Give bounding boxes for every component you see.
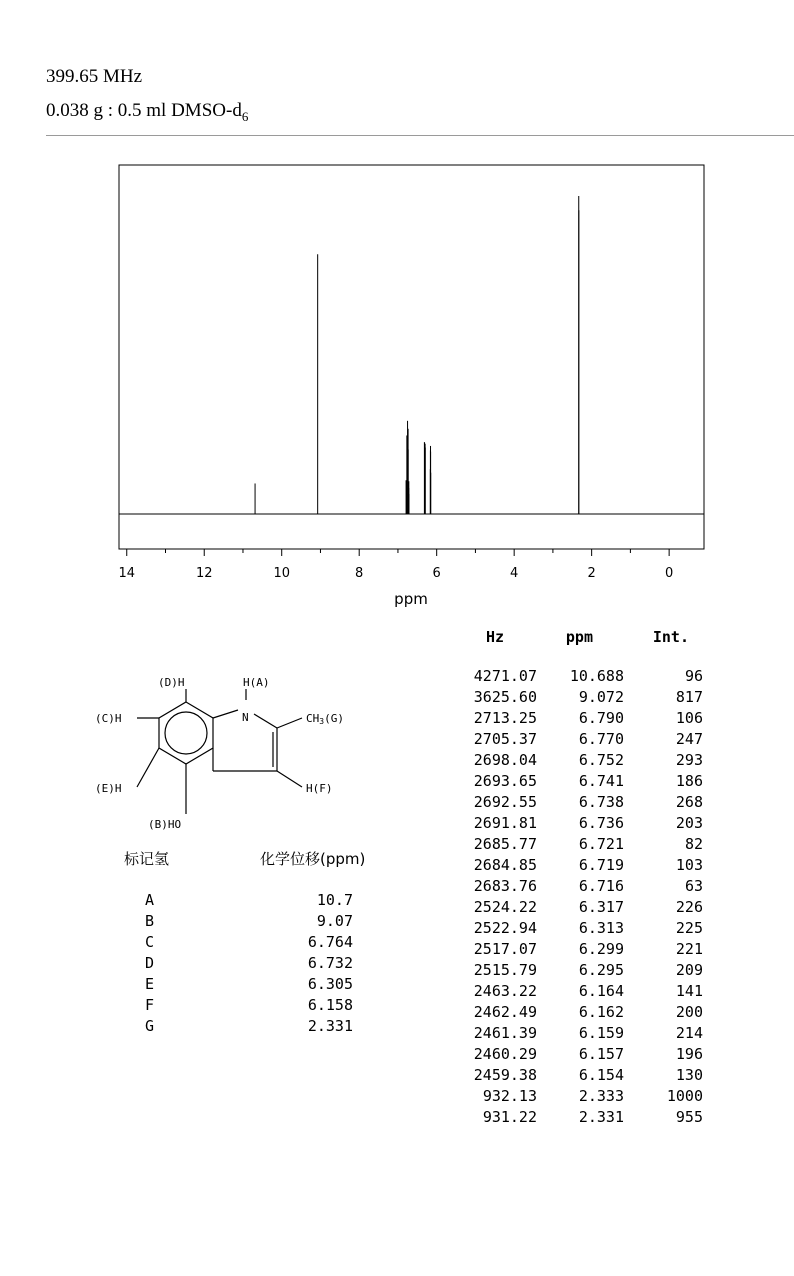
- cell-int: 268: [675, 793, 703, 811]
- cell-hz: 2692.55: [473, 793, 537, 811]
- cell-hz: 2683.76: [473, 877, 537, 895]
- header-int: Int.: [652, 628, 689, 646]
- table-row: [440, 666, 703, 687]
- x-axis-ticks: [118, 549, 673, 581]
- cell-int: 955: [675, 1108, 703, 1126]
- cell-ppm: 6.736: [578, 814, 624, 832]
- assignment-label: E: [145, 975, 155, 993]
- cell-ppm: 6.157: [578, 1045, 624, 1063]
- cell-ppm: 6.719: [578, 856, 624, 874]
- cell-int: 817: [675, 688, 703, 706]
- header-ppm: ppm: [565, 628, 593, 646]
- x-tick-label: 10: [273, 566, 290, 581]
- assignment-row: [145, 1016, 353, 1037]
- cell-ppm: 9.072: [578, 688, 624, 706]
- label-ch3-sub: 3: [319, 717, 325, 726]
- cell-hz: 2684.85: [473, 856, 537, 874]
- cell-ppm: 6.313: [578, 919, 624, 937]
- cell-hz: 2462.49: [473, 1003, 537, 1021]
- cell-ppm: 6.721: [578, 835, 624, 853]
- assignment-shift: 9.07: [316, 912, 353, 930]
- cell-hz: 2461.39: [473, 1024, 537, 1042]
- cell-ppm: 2.331: [578, 1108, 624, 1126]
- table-row: [440, 1065, 703, 1086]
- table-row: [440, 771, 703, 792]
- cell-int: 221: [675, 940, 703, 958]
- x-tick-label: 0: [664, 566, 674, 581]
- cell-hz: 2460.29: [473, 1045, 537, 1063]
- table-row: [440, 750, 703, 771]
- cell-ppm: 6.738: [578, 793, 624, 811]
- cell-int: 96: [684, 667, 703, 685]
- label-d: (D)H: [158, 676, 185, 689]
- cell-int: 106: [675, 709, 703, 727]
- label-f: H(F): [306, 782, 333, 795]
- table-row: [440, 960, 703, 981]
- cell-ppm: 2.333: [578, 1087, 624, 1105]
- label-ch3-main: CH: [306, 712, 320, 725]
- cell-ppm: 6.299: [578, 940, 624, 958]
- peak-table: [440, 628, 703, 1128]
- assignment-row: [145, 953, 353, 974]
- plot-frame: [119, 165, 704, 549]
- cell-ppm: 6.159: [578, 1024, 624, 1042]
- cell-int: 141: [675, 982, 703, 1000]
- cell-ppm: 6.790: [578, 709, 624, 727]
- assignment-shift: 6.764: [307, 933, 353, 951]
- cell-int: 226: [675, 898, 703, 916]
- peak-table-body: [440, 666, 703, 1128]
- header-hz: Hz: [485, 628, 504, 646]
- table-row: [440, 897, 703, 918]
- table-row: [440, 876, 703, 897]
- bond-c7a-n: [213, 710, 238, 718]
- cell-hz: 2713.25: [473, 709, 537, 727]
- x-tick-label: 14: [118, 566, 136, 581]
- nmr-spectrum-chart: [0, 0, 794, 620]
- cell-hz: 3625.60: [473, 688, 537, 706]
- cell-ppm: 6.716: [578, 877, 624, 895]
- cell-hz: 931.22: [482, 1108, 537, 1126]
- table-row: [440, 729, 703, 750]
- label-b: (B)HO: [148, 818, 182, 831]
- table-row: [440, 1086, 703, 1107]
- assignment-label: B: [145, 912, 155, 930]
- cell-hz: 2522.94: [473, 919, 537, 937]
- assignment-label: G: [145, 1017, 155, 1035]
- assignment-label: D: [145, 954, 155, 972]
- assignment-shift: 6.158: [307, 996, 353, 1014]
- assignment-row: [145, 995, 353, 1016]
- cell-ppm: 6.770: [578, 730, 624, 748]
- x-tick-label: 8: [355, 566, 364, 581]
- table-row: [440, 981, 703, 1002]
- assignment-list: [145, 890, 353, 1037]
- table-row: [440, 792, 703, 813]
- table-row: [440, 1002, 703, 1023]
- peak-group: [255, 196, 579, 514]
- cell-hz: 2459.38: [473, 1066, 537, 1084]
- label-c: (C)H: [95, 712, 122, 725]
- table-row: [440, 813, 703, 834]
- cell-ppm: 6.162: [578, 1003, 624, 1021]
- assignment-row: [145, 932, 353, 953]
- table-row: [440, 708, 703, 729]
- cell-int: 214: [675, 1024, 703, 1042]
- cell-hz: 2517.07: [473, 940, 537, 958]
- bond-h-e: [137, 748, 159, 787]
- assignment-label: C: [145, 933, 155, 951]
- label-g: (G): [324, 712, 344, 725]
- label-ch3: [306, 712, 344, 726]
- spectrometer-frequency: 399.65 MHz: [46, 66, 143, 87]
- assignment-shift: 2.331: [307, 1017, 353, 1035]
- aromatic-circle: [165, 712, 207, 754]
- cell-hz: 2463.22: [473, 982, 537, 1000]
- benzene-ring: [159, 702, 213, 764]
- cell-int: 209: [675, 961, 703, 979]
- x-tick-label: 12: [195, 566, 213, 581]
- table-row: [440, 1107, 703, 1128]
- cell-hz: 2524.22: [473, 898, 537, 916]
- cell-ppm: 6.752: [578, 751, 624, 769]
- cell-hz: 932.13: [482, 1087, 537, 1105]
- table-row: [440, 855, 703, 876]
- cell-ppm: 6.295: [578, 961, 624, 979]
- cell-int: 196: [675, 1045, 703, 1063]
- assignment-shift: 6.732: [307, 954, 353, 972]
- bond-ch3: [277, 718, 302, 728]
- cell-ppm: 6.164: [578, 982, 624, 1000]
- cell-int: 82: [684, 835, 703, 853]
- cell-ppm: 6.741: [578, 772, 624, 790]
- assignment-label-header-text: 标记氢: [124, 850, 170, 868]
- assignment-row: [145, 890, 353, 911]
- cell-int: 103: [675, 856, 703, 874]
- assignment-label: A: [145, 891, 155, 909]
- cell-hz: 2691.81: [473, 814, 537, 832]
- cell-int: 293: [675, 751, 703, 769]
- assignment-shift-header: 化学位移(ppm): [260, 850, 366, 868]
- cell-hz: 2693.65: [473, 772, 537, 790]
- cell-int: 200: [675, 1003, 703, 1021]
- x-tick-label: 4: [510, 566, 519, 581]
- assignment-label: F: [145, 996, 155, 1014]
- cell-hz: 2705.37: [473, 730, 537, 748]
- cell-int: 225: [675, 919, 703, 937]
- bond-n-c2: [254, 714, 277, 728]
- cell-int: 130: [675, 1066, 703, 1084]
- table-row: [440, 918, 703, 939]
- cell-ppm: 10.688: [569, 667, 624, 685]
- sample-subscript: 6: [241, 108, 249, 124]
- x-tick-label: 6: [432, 566, 441, 581]
- cell-hz: 2685.77: [473, 835, 537, 853]
- label-e: (E)H: [95, 782, 122, 795]
- table-row: [440, 1044, 703, 1065]
- label-a: H(A): [243, 676, 270, 689]
- cell-int: 1000: [666, 1087, 703, 1105]
- sample-text: 0.038 g : 0.5 ml DMSO-d: [46, 100, 242, 121]
- cell-hz: 2515.79: [473, 961, 537, 979]
- x-axis-label: ppm: [394, 590, 428, 608]
- cell-int: 186: [675, 772, 703, 790]
- cell-ppm: 6.154: [578, 1066, 624, 1084]
- table-row: [440, 939, 703, 960]
- table-row: [440, 687, 703, 708]
- cell-hz: 4271.07: [473, 667, 537, 685]
- cell-int: 203: [675, 814, 703, 832]
- molecule-structure: [80, 668, 380, 838]
- bond-h-f: [277, 771, 302, 787]
- label-n: N: [242, 711, 249, 724]
- x-tick-label: 2: [587, 566, 596, 581]
- cell-hz: 2698.04: [473, 751, 537, 769]
- assignment-shift: 10.7: [316, 891, 353, 909]
- table-row: [440, 1023, 703, 1044]
- assignment-row: [145, 974, 353, 995]
- assignment-shift: 6.305: [307, 975, 353, 993]
- table-row: [440, 834, 703, 855]
- assignment-row: [145, 911, 353, 932]
- cell-ppm: 6.317: [578, 898, 624, 916]
- cell-int: 63: [684, 877, 703, 895]
- cell-int: 247: [675, 730, 703, 748]
- peak-table-header: [440, 628, 703, 646]
